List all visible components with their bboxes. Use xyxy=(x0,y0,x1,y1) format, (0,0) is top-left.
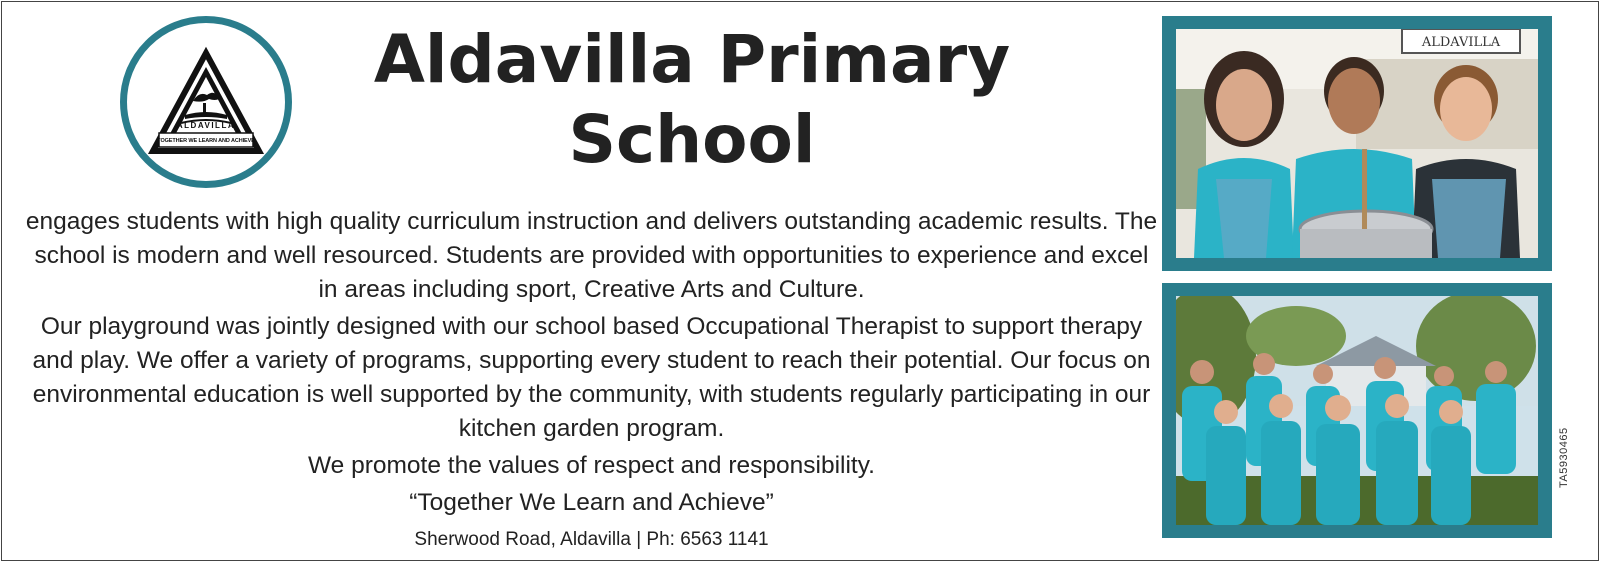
playground-paragraph: Our playground was jointly designed with our school based Occupational Therapist to support therapy and play. We offer a variety of programs, supporting every student to reach their potential. Our focus on environmental education is well supported by the community, with students regularly participating in our kitchen garden program. xyxy=(32,313,1151,442)
kitchen-photo xyxy=(1162,16,1552,271)
ad-reference-code: TA5930465 xyxy=(1558,427,1570,488)
kitchen-children-image xyxy=(1176,29,1538,258)
school-logo xyxy=(120,16,292,188)
group-photo xyxy=(1162,283,1552,538)
logo-emblem-icon xyxy=(127,23,285,181)
values-line: We promote the values of respect and responsibility. xyxy=(308,452,875,479)
page-title: Aldavilla Primary School xyxy=(373,21,1011,178)
advertisement xyxy=(1,1,1599,561)
logo-name-text: ALDAVILLA xyxy=(176,121,236,130)
logo-motto-text: TOGETHER WE LEARN AND ACHIEVE xyxy=(157,138,255,144)
sign-text: ALDAVILLA xyxy=(1421,35,1501,50)
intro-paragraph: engages students with high quality curriculum instruction and delivers outstanding academic results. The school is modern and well resourced. Students are provided with opportunities to experience and excel in areas including sport, Creative Arts and Culture. xyxy=(25,208,1158,303)
ad-body xyxy=(24,205,1159,554)
motto-quote: “Together We Learn and Achieve” xyxy=(409,489,774,516)
address-line: Sherwood Road, Aldavilla | Ph: 6563 1141 xyxy=(414,529,769,550)
students-group-image xyxy=(1176,296,1538,525)
